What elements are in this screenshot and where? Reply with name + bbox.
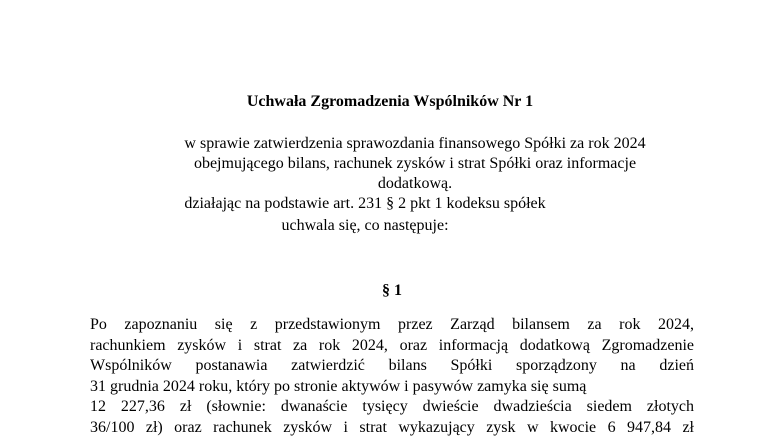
section-body	[90, 315, 694, 438]
body-line-6: 36/100 zł) oraz rachunek zysków i strat wykazujący zysk w kwocie 6 947,84 zł	[90, 418, 694, 436]
resolution-title-text: Uchwała Zgromadzenia Wspólników Nr 1	[246, 93, 534, 110]
subject-line-2: obejmującego bilans, rachunek zysków i strat Spółki oraz informacje	[193, 155, 637, 172]
body-line-4: 31 grudnia 2024 roku, który po stronie aktywów i pasywów zamyka się sumą	[90, 377, 587, 395]
body-line-3: Wspólników postanawia zatwierdzić bilans Spółki sporządzony na dzień	[90, 357, 694, 374]
section-mark: § 1	[382, 282, 402, 299]
resolves-clause: uchwala się, co następuje:	[281, 217, 449, 234]
subject-line-1: w sprawie zatwierdzenia sprawozdania finansowego Spółki za rok 2024	[184, 135, 646, 152]
resolution-title	[0, 92, 784, 112]
body-line-5: 12 227,36 zł (słownie: dwanaście tysięcy dwieście dwadzieścia siedem złotych	[90, 398, 694, 415]
body-line-1: Po zapoznaniu się z przedstawionym przez Zarząd bilansem za rok 2024,	[90, 316, 694, 333]
subject-line-3: dodatkową.	[377, 175, 453, 192]
body-line-2: rachunkiem zysków i strat za rok 2024, oraz informacją dodatkową Zgromadzenie	[90, 336, 694, 354]
resolution-subject	[130, 134, 700, 194]
legal-basis: działając na podstawie art. 231 § 2 pkt 1 kodeksu spółek	[184, 195, 546, 212]
